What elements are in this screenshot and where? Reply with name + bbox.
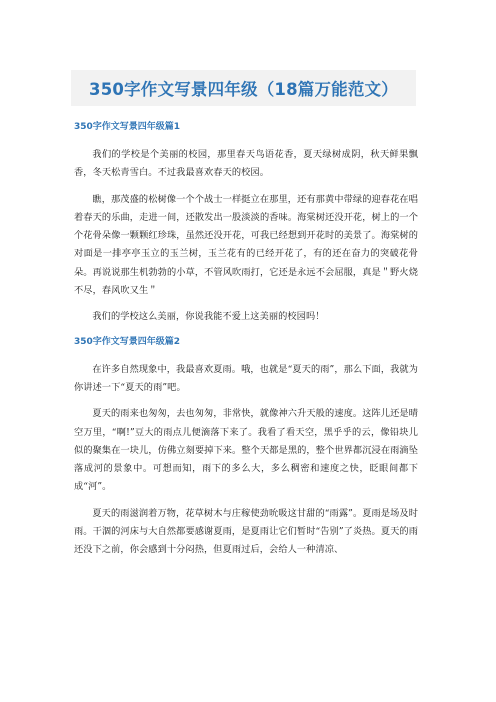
- section-heading: 350字作文写景四年级篇2: [74, 336, 181, 347]
- document-body: [74, 120, 418, 568]
- section-heading: 350字作文写景四年级篇1: [74, 122, 181, 132]
- paragraph: 瞧，那茂盛的松树像一个个战士一样挺立在那里，还有那黄中带绿的迎春花在唱着春天的乐曲，走进一间，还散发出一股淡淡的香味。海棠树还没开花，树上的一个个花骨朵像一颗颗红珍珠，虽然还没开花，可我已经想到开花时的美景了。海棠树的对面是一排亭亭玉立的玉兰树，玉兰花有的已经开花了，有的还在奋力的突破花骨朵。再说说那生机勃勃的小草，不管风吹雨打，它还是永远不会屈服，真是＂野火烧不尽，春风吹又生＂: [74, 193, 418, 297]
- paragraph: 夏天的雨来也匆匆，去也匆匆，非常快，就像神六升天般的速度。这阵儿还是晴空万里，“啊!”豆大的雨点儿便滴落下来了。我看了看天空，黑乎乎的云，像铅块儿似的聚集在一块儿，仿佛立刻要掉下来。整个天都是黑的，整个世界都沉浸在雨滴坠落成河的景象中。可想而知，雨下的多么大，多么稠密和速度之快，眨眼间都下成“河”。: [74, 408, 418, 493]
- document-title: 350字作文写景四年级（18篇万能范文）: [89, 80, 398, 99]
- title-banner: [71, 70, 416, 106]
- paragraph: 我们的学校这么美丽，你说我能不爱上这美丽的校园吗！: [92, 311, 325, 323]
- paragraph: 夏天的雨滋润着万物，花草树木与庄稼使劲吮吸这甘甜的“雨露”。夏雨是场及时雨。干涸的河床与大自然都要感谢夏雨，是夏雨让它们暂时“告别”了炎热。夏天的雨还没下之前，你会感到十分闷热，但夏雨过后，会给人一种清凉、: [74, 507, 418, 556]
- paragraph: 我们的学校是个美丽的校园，那里春天鸟语花香，夏天绿树成阴，秋天鲜果飘香，冬天松青雪白。不过我最喜欢春天的校园。: [74, 149, 418, 179]
- paragraph: 在许多自然现象中，我最喜欢夏雨。哦，也就是“夏天的雨”，那么下面，我就为你讲述一下“夏天的雨”吧。: [74, 363, 418, 393]
